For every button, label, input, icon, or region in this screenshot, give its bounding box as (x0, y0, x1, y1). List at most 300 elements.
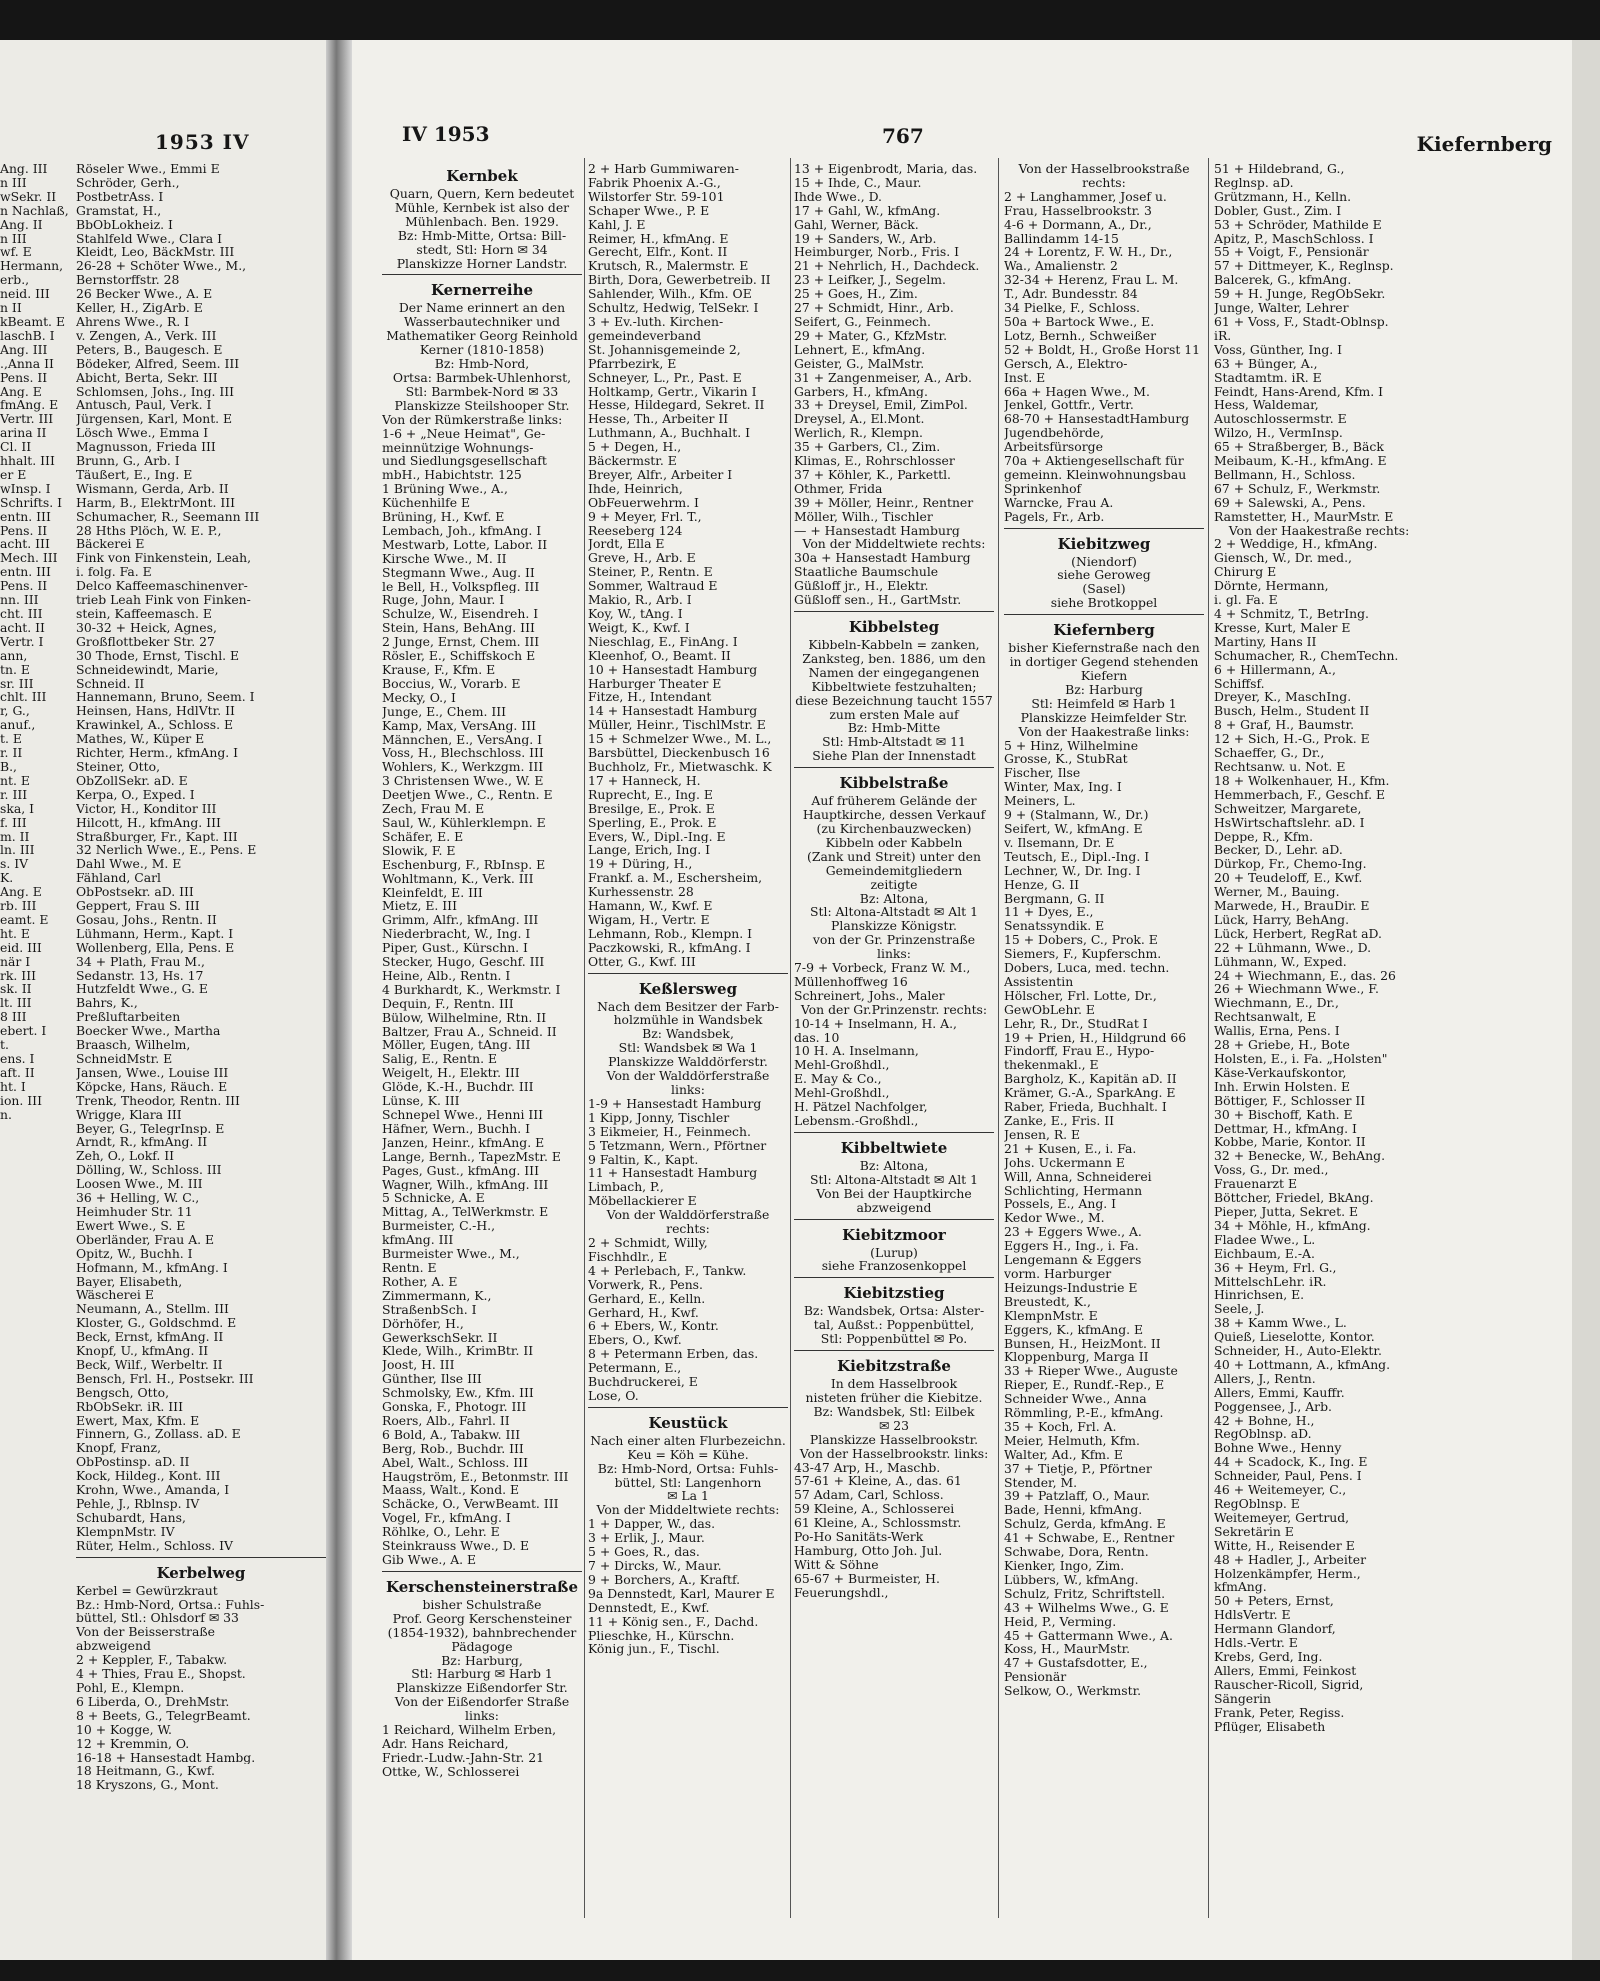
directory-entry: 5 + Degen, H., (588, 440, 682, 455)
directory-entry: 30-32 + Heick, Agnes, (76, 620, 217, 635)
directory-entry: Harburger Theater E (588, 676, 722, 691)
directory-entry: sr. III (0, 676, 34, 691)
street-note: siehe Brotkoppel (1050, 596, 1158, 611)
directory-entry: 10 + Hansestadt Hamburg (588, 662, 758, 677)
directory-entry: Peters, B., Baugesch. E (76, 342, 223, 357)
street-note: Stl: Barmbek-Nord ✉ 33 (405, 384, 559, 399)
street-note: Zanksteg, ben. 1886, um den (802, 651, 986, 666)
street-note: von der Gr. Prinzenstraße (812, 933, 976, 948)
directory-entry: Vertr. I (0, 634, 44, 649)
directory-entry: Böttcher, Friedel, BkAng. (1214, 1191, 1374, 1205)
directory-entry: Krebs, Gerd, Ing. (1214, 1649, 1323, 1664)
directory-entry: ann, (0, 648, 28, 663)
street-heading: Kerschensteinerstraße (386, 1577, 578, 1596)
directory-entry: 45 + Gattermann Wwe., A. (1004, 1628, 1173, 1643)
divider (794, 1132, 994, 1133)
directory-entry: Beck, Ernst, kfmAng. II (76, 1330, 224, 1345)
directory-entry: Garbers, H., kfmAng. (794, 384, 928, 399)
directory-entry: 18 Kryszons, G., Mont. (76, 1778, 219, 1793)
directory-entry: KlempnMstr. E (1004, 1308, 1098, 1323)
directory-entry: 31 + Zangenmeiser, A., Arb. (794, 370, 972, 385)
directory-entry: 70a + Aktiengesellschaft für (1004, 454, 1184, 468)
street-heading: Kiebitzstraße (837, 1357, 951, 1376)
street-note: Hauptkirche, dessen Verkauf (802, 808, 986, 822)
directory-entry: Wismann, Gerda, Arb. II (76, 481, 229, 496)
directory-entry: 33 + Rieper Wwe., Auguste (1004, 1364, 1178, 1379)
column-rule (1208, 158, 1209, 1918)
directory-entry: Dennstedt, E., Kwf. (588, 1600, 710, 1615)
directory-entry: Teutsch, E., Dipl.-Ing. I (1004, 849, 1150, 864)
directory-entry: Bellmann, H., Schloss. (1214, 467, 1356, 482)
directory-entry: — + Hansestadt Hamburg (794, 523, 960, 538)
directory-entry: Lechner, W., Dr. Ing. I (1004, 863, 1141, 878)
street-note: Von der Middeltwiete rechts: (802, 537, 986, 552)
directory-entry: 36 + Helling, W. C., (76, 1191, 200, 1205)
directory-entry: Meiners, L. (1004, 794, 1076, 809)
street-heading: Keßlersweg (638, 979, 738, 998)
directory-entry: Boccius, W., Vorarb. E (382, 676, 521, 691)
directory-entry: Inh. Erwin Holsten. E (1214, 1079, 1350, 1094)
directory-entry: 27 + Schmidt, Hinr., Arb. (794, 301, 954, 315)
directory-entry: Jordt, Ella E (588, 537, 665, 552)
street-note: Kiefern (1080, 669, 1128, 683)
directory-entry: erb., (0, 273, 30, 288)
street-note: bisher Kiefernstraße nach den (1008, 641, 1200, 656)
directory-entry: Greve, H., Arb. E (588, 551, 696, 566)
directory-entry: Glöde, K.-H., Buchdr. III (382, 1080, 534, 1095)
directory-entry: lt. III (0, 996, 32, 1011)
directory-entry: 30 + Bischoff, Kath. E (1214, 1107, 1353, 1122)
directory-entry: Müller, Heinr., TischlMstr. E (588, 718, 766, 733)
directory-entry: Schlomsen, Johs., Ing. III (76, 384, 235, 399)
directory-entry: 7-9 + Vorbeck, Franz W. M., (794, 961, 971, 975)
directory-entry: Junge, Walter, Lehrer (1214, 301, 1349, 315)
street-note: Planskizze Walddörferstr. (608, 1055, 768, 1070)
directory-entry: Wa., Amalienstr. 2 (1004, 259, 1118, 274)
street-note: zum ersten Male auf (829, 707, 959, 722)
directory-entry: cht. III (0, 607, 43, 621)
directory-entry: Bäckermstr. E (588, 454, 677, 468)
directory-entry: Grimm, Alfr., kfmAng. III (382, 913, 539, 928)
street-note: Von der Haakestraße links: (1018, 724, 1190, 739)
directory-entry: Stender, M. (1004, 1475, 1078, 1490)
street-heading: Kibbelsteg (848, 618, 940, 636)
directory-entry: 8 + Petermann Erben, das. (588, 1347, 759, 1362)
directory-entry: 23 + Leifker, J., Segelm. (794, 273, 946, 288)
divider (794, 1277, 994, 1278)
street-note: Stl: Harburg ✉ Harb 1 (411, 1667, 553, 1682)
directory-entry: Ihde Wwe., D. (794, 189, 882, 204)
directory-entry: Stecker, Hugo, Geschf. III (382, 955, 545, 969)
street-note: Bz: Altona, (859, 891, 929, 906)
directory-entry: Gerecht, Elfr., Kont. II (588, 245, 728, 260)
street-note: (Lurup) (870, 1245, 918, 1260)
directory-entry: Rieper, E., Rundf.-Rep., E (1004, 1378, 1165, 1393)
street-note: Von der Gr.Prinzenstr. rechts: (800, 1002, 988, 1017)
directory-entry: Deppe, R., Kfm. (1214, 829, 1314, 844)
street-note: in dortiger Gegend stehenden (1009, 655, 1199, 669)
directory-entry: Piper, Gust., Kürschn. I (382, 941, 528, 956)
column-rule (998, 158, 999, 1918)
directory-entry: 10 + Kogge, W. (76, 1722, 172, 1737)
directory-entry: wSekr. II (0, 189, 57, 204)
directory-entry: Cl. II (0, 440, 32, 455)
directory-entry: Evers, W., Dipl.-Ing. E (588, 829, 726, 844)
directory-entry: Kedor Wwe., M. (1004, 1211, 1105, 1226)
directory-entry: 24 + Lorentz, F. W. H., Dr., (1004, 245, 1173, 260)
directory-entry: Pflüger, Elisabeth (1214, 1719, 1326, 1734)
directory-entry: Mittag, A., TelWerkmstr. E (382, 1205, 549, 1220)
directory-entry: Sekretärin E (1214, 1524, 1294, 1539)
directory-entry: Schubardt, Hans, (76, 1510, 186, 1525)
directory-entry: 57 Adam, Carl, Schloss. (794, 1488, 944, 1503)
directory-entry: Heid, P., Verming. (1004, 1614, 1117, 1629)
directory-entry: iR. (1214, 328, 1232, 343)
directory-entry: Busch, Helm., Student II (1214, 704, 1370, 719)
directory-entry: Ottke, W., Schlosserei (382, 1764, 520, 1779)
directory-entry: Hess, Waldemar, (1214, 398, 1319, 413)
directory-entry: Sommer, Waltraud E (588, 579, 718, 594)
directory-entry: n III (0, 175, 27, 190)
directory-entry: Buchholz, Fr., Mietwaschk. K (588, 759, 772, 774)
street-note: Stl: Altona-Altstadt ✉ Alt 1 (810, 905, 978, 920)
directory-entry: Mestwarb, Lotte, Labor. II (382, 537, 548, 552)
directory-entry: Rechtsanwalt, E (1214, 1010, 1317, 1025)
directory-entry: Sprinkenhof (1004, 481, 1082, 496)
directory-entry: Dreyer, K., MaschIng. (1214, 690, 1352, 705)
street-heading: Kernbek (446, 167, 518, 185)
street-note: siehe Geroweg (1057, 568, 1151, 583)
directory-entry: Krause, F., Kfm. E (382, 663, 496, 677)
directory-entry: Hermann, (0, 259, 64, 274)
directory-entry: Schäcke, O., VerwBeamt. III (382, 1497, 559, 1512)
directory-entry: Rechtsanw. u. Not. E (1214, 759, 1346, 774)
directory-entry: Dörnte, Hermann, (1214, 579, 1329, 594)
street-note: Von der Hasselbrookstr. links: (799, 1446, 989, 1461)
street-note: nisteten früher die Kiebitze. (805, 1390, 983, 1405)
directory-entry: Sängerin (1214, 1691, 1271, 1706)
directory-entry: König jun., F., Tischl. (588, 1642, 720, 1657)
divider (794, 1350, 994, 1351)
directory-entry: 51 + Hildebrand, G., (1214, 162, 1345, 176)
directory-entry: Schulz, Fritz, Schriftstell. (1004, 1586, 1166, 1601)
directory-entry: 12 + Sich, H.-G., Prok. E (1214, 732, 1370, 747)
directory-entry: Heimburger, Norb., Fris. I (794, 245, 959, 260)
directory-entry: Gonska, F., Photogr. III (382, 1400, 527, 1414)
directory-entry: 57-61 + Kleine, A., das. 61 (794, 1474, 962, 1489)
directory-entry: Frauenarzt E (1214, 1177, 1298, 1192)
directory-entry: 34 Pielke, F., Schloss. (1004, 301, 1140, 315)
directory-entry: hhalt. III (0, 454, 55, 468)
directory-entry: Braasch, Wilhelm, (76, 1038, 191, 1052)
directory-entry: Holsten, E., i. Fa. „Holsten" (1214, 1052, 1388, 1066)
directory-entry: Henze, G. II (1004, 877, 1079, 892)
directory-entry: r. II (0, 746, 23, 760)
directory-entry: Steiner, Otto, (76, 759, 161, 774)
directory-entry: Autoschlossermstr. E (1214, 412, 1347, 427)
directory-entry: HsWirtschaftslehr. aD. I (1214, 815, 1365, 830)
directory-entry: Schumacher, R., Seemann III (76, 509, 260, 524)
right-page (352, 40, 1572, 1960)
directory-entry: Warncke, Frau A. (1004, 495, 1114, 510)
directory-entry: Junge, E., Chem. III (382, 704, 507, 719)
directory-entry: Trenk, Theodor, Rentn. III (76, 1093, 240, 1108)
directory-entry: Breyer, Alfr., Arbeiter I (588, 467, 733, 482)
directory-entry: Reeseberg 124 (588, 523, 683, 538)
directory-entry: Pens. II (0, 579, 48, 594)
directory-entry: 4 + Thies, Frau E., Shopst. (76, 1667, 246, 1681)
directory-entry: Limbach, P., (588, 1180, 664, 1195)
street-note: ✉ 23 (878, 1418, 910, 1433)
directory-entry: 2 Junge, Ernst, Chem. III (382, 635, 540, 650)
directory-entry: 57 + Dittmeyer, K., Reglnsp. (1214, 259, 1394, 274)
directory-entry: Bohne Wwe., Henny (1214, 1441, 1342, 1456)
directory-column-1 (382, 162, 582, 1779)
directory-entry: Steiner, P., Rentn. E (588, 565, 713, 580)
directory-entry: KlempnMstr. IV (76, 1524, 175, 1539)
directory-entry: nt. E (0, 773, 30, 788)
directory-entry: Geister, G., MalMstr. (794, 356, 925, 371)
directory-entry: Oberländer, Frau A. E (76, 1232, 215, 1247)
directory-entry: Bz.: Hmb-Nord, Ortsa.: Fuhls- (76, 1597, 265, 1612)
directory-entry: 12 + Kremmin, O. (76, 1736, 190, 1751)
directory-entry: Kleidt, Leo, BäckMstr. III (76, 245, 235, 260)
directory-entry: 1 Kipp, Jonny, Tischler (588, 1110, 730, 1125)
street-note: Planskizze Steilshooper Str. (394, 398, 570, 413)
directory-entry: Pens. II (0, 523, 48, 538)
directory-entry: Frankf. a. M., Eschersheim, (588, 871, 763, 886)
directory-entry: Hemmerbach, F., Geschf. E (1214, 787, 1386, 802)
directory-entry: Rauscher-Ricoll, Sigrid, (1214, 1677, 1364, 1692)
street-note: Bz: Hmb-Mitte, Ortsa: Bill- (397, 228, 567, 243)
directory-column-2 (588, 162, 788, 1656)
directory-entry: 32-34 + Herenz, Frau L. M. (1004, 273, 1179, 288)
directory-entry: Kamp, Max, VersAng. III (382, 718, 536, 733)
directory-entry: Knopf, U., kfmAng. II (76, 1344, 209, 1358)
street-note: Bz: Harburg, (441, 1653, 523, 1668)
directory-entry: Lembach, Joh., kfmAng. I (382, 523, 542, 538)
directory-entry: 23 + Eggers Wwe., A. (1004, 1225, 1142, 1240)
directory-entry: 55 + Voigt, F., Pensionär (1214, 245, 1369, 260)
directory-entry: 6 + Hillermann, A., (1214, 662, 1336, 677)
directory-entry: s. IV (0, 857, 29, 872)
page-number: 767 (882, 124, 924, 148)
directory-entry: Arbeitsfürsorge (1004, 440, 1103, 455)
street-note: links: (671, 1083, 705, 1097)
directory-entry: HdlsVertr. E (1214, 1608, 1291, 1623)
directory-entry: 35 + Koch, Frl. A. (1004, 1419, 1117, 1434)
directory-entry: 19 + Sanders, W., Arb. (794, 231, 937, 246)
directory-column-3 (794, 162, 994, 1600)
directory-entry: Hermann Glandorf, (1214, 1622, 1336, 1637)
directory-entry: Kirsche Wwe., M. II (382, 551, 507, 566)
street-note: Wasserbautechniker und (403, 315, 561, 330)
directory-entry: 6 Liberda, O., DrehMstr. (76, 1694, 230, 1709)
directory-entry: 16-18 + Hansestadt Hambg. (76, 1750, 256, 1765)
directory-entry: 2 + Schmidt, Willy, (588, 1235, 708, 1250)
directory-entry: Janzen, Heinr., kfmAng. E (382, 1135, 545, 1150)
directory-entry: Güßloff sen., H., GartMstr. (794, 593, 962, 607)
directory-entry: Lehr, R., Dr., StudRat I (1004, 1016, 1148, 1031)
directory-entry: 67 + Schulz, F., Werkmstr. (1214, 481, 1381, 496)
directory-entry: Bödeker, Alfred, Seem. III (76, 356, 240, 371)
directory-entry: 48 + Hadler, J., Arbeiter (1214, 1552, 1367, 1567)
directory-entry: 9 + Borchers, A., Kraftf. (588, 1572, 741, 1587)
directory-entry: Ang. E (0, 384, 42, 399)
street-note: Prof. Georg Kerschensteiner (392, 1611, 572, 1626)
directory-entry: Mehl-Großhdl., (794, 1086, 890, 1101)
directory-entry: gemeindeverband (588, 328, 702, 343)
right-page-header-left: IV 1953 (402, 122, 490, 146)
directory-entry: m. II (0, 829, 30, 844)
directory-entry: 30 Thode, Ernst, Tischl. E (76, 648, 240, 663)
directory-entry: abzweigend (76, 1639, 151, 1654)
directory-entry: Rentn. E (382, 1260, 437, 1275)
directory-entry: 42 + Bohne, H., (1214, 1413, 1315, 1428)
directory-entry: Finnern, G., Zollass. aD. E (76, 1427, 241, 1442)
directory-entry: Weigt, K., Kwf. I (588, 620, 690, 635)
directory-entry: 26 + Wiechmann Wwe., F. (1214, 982, 1379, 997)
street-note: Von der Middeltwiete rechts: (596, 1503, 780, 1518)
directory-entry: Raber, Frieda, Buchhalt. I (1004, 1100, 1167, 1114)
directory-entry: Ahrens Wwe., R. I (76, 314, 190, 329)
directory-entry: Rüter, Helm., Schloss. IV (76, 1538, 233, 1553)
directory-entry: Stegmann Wwe., Aug. II (382, 565, 535, 580)
directory-entry: 39 + Möller, Heinr., Rentner (794, 495, 974, 510)
directory-entry: 3 Eikmeier, H., Feinmech. (588, 1124, 751, 1139)
directory-entry: Dörhöfer, H., (382, 1316, 464, 1331)
street-note: Bz: Hmb-Nord, (434, 357, 530, 371)
directory-entry: t. (0, 1038, 9, 1052)
directory-entry: Steinkrauss Wwe., D. E (382, 1539, 530, 1553)
street-note: büttel, Stl: Langenhorn (614, 1475, 762, 1490)
directory-entry: 68-70 + HansestadtHamburg (1004, 412, 1190, 427)
directory-entry: Knopf, Franz, (76, 1441, 162, 1456)
directory-entry: Kerpa, O., Exped. I (76, 787, 195, 802)
directory-entry: Pens. II (0, 370, 48, 385)
directory-entry: Jugendbehörde, (1004, 426, 1104, 441)
directory-entry: Weitemeyer, Gertrud, (1214, 1510, 1350, 1525)
directory-entry: Lühmann, Herm., Kapt. I (76, 926, 234, 941)
directory-entry: Schaeffer, G., Dr., (1214, 746, 1325, 760)
directory-entry: Martiny, Hans II (1214, 634, 1317, 649)
directory-entry: Dettmar, H., kfmAng. I (1214, 1121, 1357, 1136)
directory-entry: Arndt, R., kfmAng. II (76, 1135, 208, 1150)
directory-entry: Burmeister, C.-H., (382, 1219, 496, 1234)
street-note: rechts: (1082, 175, 1126, 190)
directory-column-5 (1214, 162, 1424, 1733)
street-note: holzmühle in Wandsbek (613, 1013, 763, 1028)
directory-entry: Bade, Henni, kfmAng. (1004, 1503, 1143, 1518)
directory-entry: Straßburger, Fr., Kapt. III (76, 829, 238, 844)
directory-entry: Geppert, Frau S. III (76, 899, 200, 913)
directory-entry: Pohl, E., Klempn. (76, 1680, 185, 1695)
directory-entry: Weigelt, H., Elektr. III (382, 1066, 520, 1081)
street-heading: Kiebitzweg (1057, 534, 1151, 553)
directory-entry: Ramstetter, H., MaurMstr. E (1214, 509, 1394, 524)
directory-entry: Wilstorfer Str. 59-101 (588, 189, 725, 204)
directory-entry: Winter, Max, Ing. I (1004, 780, 1122, 795)
street-note: Siehe Plan der Innenstadt (812, 749, 976, 764)
directory-entry: 39 + Patzlaff, O., Maur. (1004, 1489, 1151, 1504)
street-note: links: (877, 947, 911, 962)
directory-entry: Mehl-Großhdl., (794, 1058, 890, 1073)
directory-entry: Ewert, Max, Kfm. E (76, 1413, 200, 1428)
directory-entry: 61 Kleine, A., Schlossmstr. (794, 1516, 962, 1531)
directory-entry: 15 + Dobers, C., Prok. E (1004, 933, 1158, 948)
directory-entry: acht. III (0, 537, 50, 552)
directory-entry: Marwede, H., BrauDir. E (1214, 899, 1370, 913)
directory-entry: Schrifts. I (0, 495, 62, 510)
directory-entry: Loosen Wwe., M. III (76, 1177, 203, 1192)
directory-entry: Ang. III (0, 342, 48, 357)
divider (382, 274, 582, 275)
directory-entry: Wollenberg, Ella, Pens. E (76, 940, 235, 955)
directory-entry: 50 + Peters, Ernst, (1214, 1594, 1334, 1609)
directory-entry: Möller, Wilh., Tischler (794, 509, 933, 524)
directory-entry: Wohltmann, K., Verk. III (382, 871, 534, 886)
directory-entry: Mech. III (0, 551, 58, 566)
directory-entry: StraßenbSch. I (382, 1302, 477, 1317)
directory-entry: Stein, Hans, BehAng. III (382, 621, 535, 636)
directory-entry: Bresilge, E., Prok. E (588, 801, 715, 816)
street-note: Stl: Heimfeld ✉ Harb 1 (1031, 696, 1177, 711)
directory-entry: er E (0, 467, 27, 482)
directory-entry: ht. I (0, 1079, 26, 1094)
directory-entry: r. III (0, 787, 28, 802)
directory-entry: Kleenhof, O., Beamt. II (588, 648, 731, 663)
column-rule (584, 158, 585, 1918)
directory-entry: Fischhdlr., E (588, 1249, 668, 1264)
directory-entry: Keller, H., ZigArb. E (76, 301, 203, 315)
directory-entry: Eggers H., Ing., i. Fa. (1004, 1239, 1139, 1254)
directory-entry: Römmling, P.-E., kfmAng. (1004, 1406, 1164, 1420)
directory-entry: Ang. E (0, 885, 42, 900)
divider (1004, 614, 1204, 615)
directory-entry: Balcerek, G., kfmAng. (1214, 273, 1352, 288)
directory-entry: eid. III (0, 940, 42, 955)
directory-entry: Schneider Wwe., Anna (1004, 1392, 1147, 1407)
directory-entry: 5 + Goes, R., das. (588, 1545, 700, 1559)
directory-entry: 37 + Köhler, K., Parkettl. (794, 467, 951, 482)
directory-entry: le Bell, H., Volkspfleg. III (382, 579, 540, 594)
directory-entry: Schneyer, L., Pr., Past. E (588, 370, 742, 385)
page-edge (1572, 40, 1600, 1960)
left-page (0, 40, 327, 1960)
directory-entry: eamt. E (0, 912, 49, 927)
directory-entry: Eschenburg, F., RbInsp. E (382, 857, 546, 872)
directory-entry: Kresse, Kurt, Maler E (1214, 620, 1351, 635)
directory-entry: Kienker, Ingo, Zim. (1004, 1559, 1125, 1573)
directory-entry: Kock, Hildeg., Kont. III (76, 1469, 221, 1484)
street-note: (Niendorf) (1071, 554, 1137, 569)
directory-entry: Kobbe, Marie, Kontor. II (1214, 1135, 1366, 1150)
directory-entry: Preßluftarbeiten (76, 1010, 181, 1025)
directory-entry: Siemers, F., Kupferschm. (1004, 947, 1162, 962)
directory-entry: 13 + Eigenbrodt, Maria, das. (794, 162, 978, 176)
directory-entry: 18 Heitmann, G., Kwf. (76, 1764, 215, 1779)
directory-entry: Schwabe, Dora, Rentn. (1004, 1545, 1149, 1559)
directory-entry: Schneid. II (76, 676, 145, 691)
directory-entry: 8 + Graf, H., Baumstr. (1214, 718, 1355, 733)
directory-entry: Hesse, Hildegard, Sekret. II (588, 398, 765, 413)
directory-entry: Krämer, G.-A., SparkAng. E (1004, 1086, 1176, 1101)
directory-entry: 43-47 Arp, H., Maschb. (794, 1460, 941, 1475)
directory-entry: Voss, G., Dr. med., (1214, 1163, 1329, 1178)
street-note: Stl: Altona-Altstadt ✉ Alt 1 (810, 1172, 978, 1187)
directory-entry: Klede, Wilh., KrimBtr. II (382, 1344, 534, 1359)
street-note: ✉ La 1 (667, 1489, 709, 1504)
